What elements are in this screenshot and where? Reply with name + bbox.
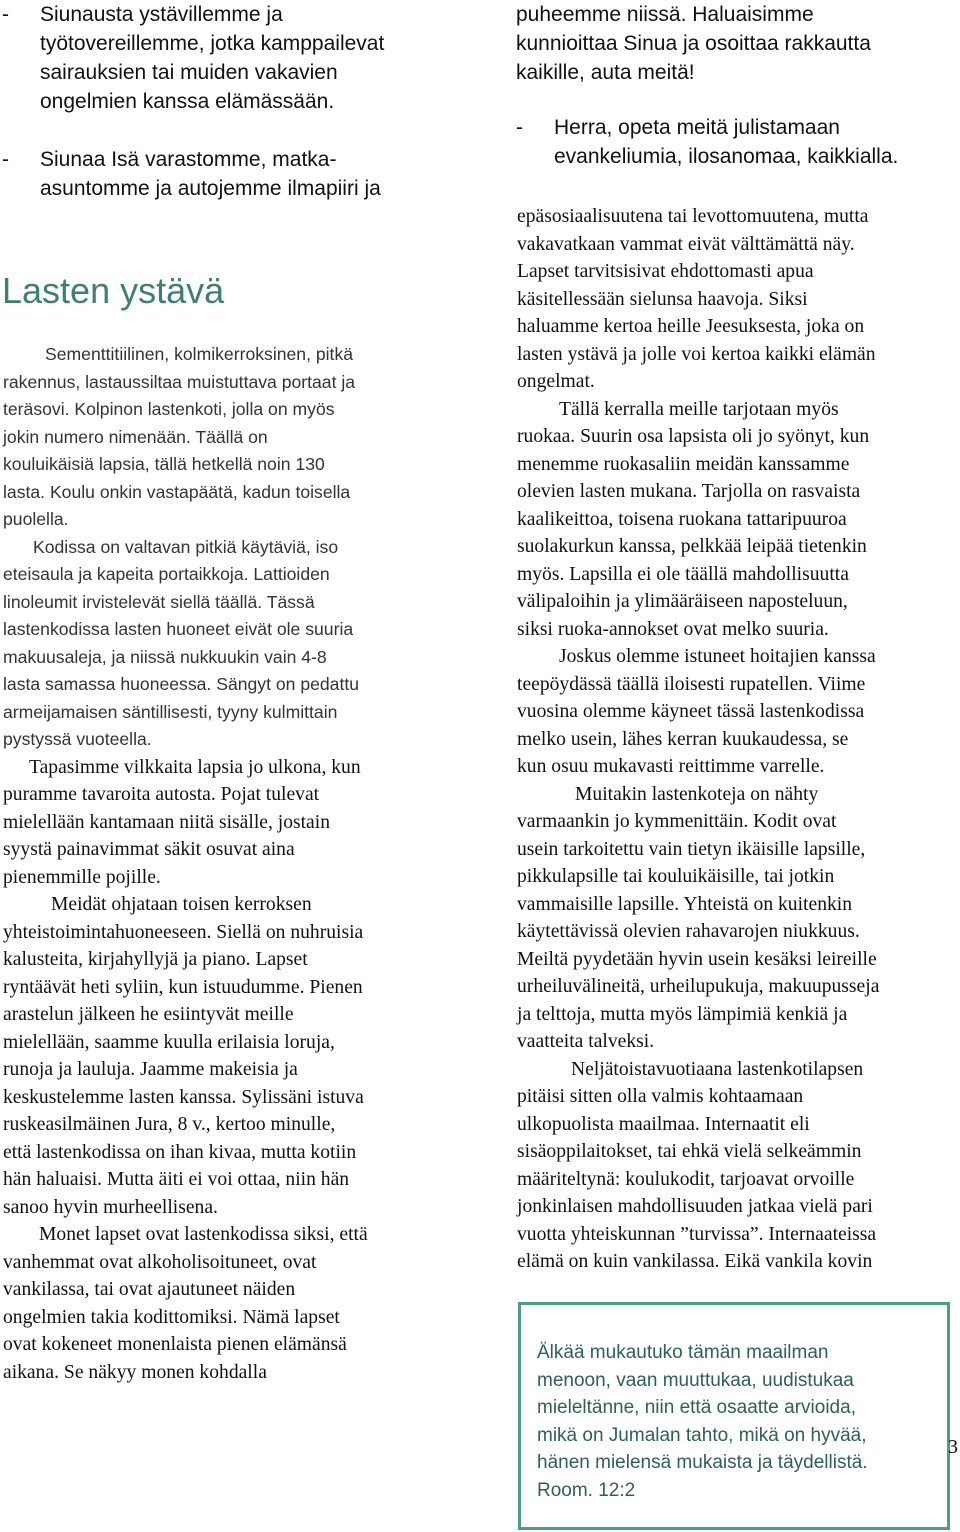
text-line: lasta. Koulu onkin vastapäätä, kadun toisella: [3, 481, 351, 502]
text-line: elämä on kuin vankilassa. Eikä vankila kovin: [517, 1251, 873, 1272]
text-line: Lapset tarvitsisivat ehdottomasti apua: [517, 261, 814, 282]
text-line: sanoo hyvin murheellisena.: [3, 1196, 218, 1218]
text-line: ongelmien kanssa elämässään.: [40, 90, 335, 113]
text-line: armeijamaisen säntillisesti, tyyny kulmittain: [3, 701, 338, 722]
bullet-dash: -: [516, 116, 523, 139]
text-line: suolakurkun kanssa, pelkkää leipää tietenkin: [517, 536, 867, 557]
text-line: olevien lasten mukana. Tarjolla on rasvaista: [517, 481, 861, 502]
paragraph: [517, 1056, 960, 1276]
text-line: käsitellessään sielunsa haavoja. Siksi: [517, 288, 808, 310]
bullet-dash: -: [2, 3, 9, 26]
text-line: mikä on Jumalan tahto, mikä on hyvää,: [537, 1424, 867, 1446]
text-line: myös. Lapsilla ei ole täällä mahdollisuutta: [517, 563, 849, 585]
text-line: ongelmat.: [517, 371, 595, 392]
text-line: urheiluvälineitä, urheilupukuja, makuupusseja: [517, 976, 880, 997]
text-line: pystyssä vuoteella.: [3, 729, 152, 749]
text-line: jonkinlaisen mahdollisuuden jatkaa vielä pari: [517, 1196, 873, 1217]
paragraph: [3, 891, 473, 1221]
prayer-bullet-2: [2, 145, 472, 203]
text-line: evankeliumia, ilosanomaa, kaikkialla.: [554, 145, 899, 168]
text-line: hän haluaisi. Mutta äiti ei voi ottaa, niin hän: [3, 1169, 350, 1190]
text-line: puheemme niissä. Haluaisimme: [516, 3, 814, 26]
text-line: asuntomme ja autojemme ilmapiiri ja: [40, 177, 381, 200]
text-line: ruokaa. Suurin osa lapsista oli jo syönyt, kun: [517, 426, 870, 447]
paragraph: [3, 1221, 473, 1386]
text-line: Herra, opeta meitä julistamaan: [554, 116, 840, 139]
text-line: Monet lapset ovat lastenkodissa siksi, että: [39, 1224, 368, 1245]
page-number: 3: [948, 1436, 958, 1458]
text-line: eteisaula ja kapeita portaikkoja. Lattioiden: [3, 564, 330, 584]
text-line: kalusteita, kirjahyllyjä ja piano. Lapset: [3, 949, 308, 970]
text-line: vankilassa, tai ovat ajautuneet näiden: [3, 1279, 296, 1300]
text-line: varmaankin jo kymmenittäin. Kodit ovat: [517, 811, 837, 832]
text-line: melko usein, lähes kerran kuukaudessa, se: [517, 728, 849, 750]
text-line: siksi ruoka-annokset ovat melko suuria.: [517, 618, 829, 640]
text-line: ovat kokeneet monenlaista pienen elämänsä: [3, 1334, 347, 1355]
article-body-left: [3, 341, 473, 1386]
text-line: sairauksien tai muiden vakavien: [40, 61, 338, 84]
text-line: ongelmien takia kodittomiksi. Nämä lapset: [3, 1306, 340, 1328]
text-line: Kodissa on valtavan pitkiä käytäviä, iso: [33, 536, 339, 557]
text-line: Älkää mukautuko tämän maailman: [537, 1342, 829, 1363]
text-line: mieleltänne, niin että osaatte arvioida,: [537, 1397, 856, 1418]
text-line: vammaisille lapsille. Yhteistä on kuitenkin: [517, 893, 853, 915]
text-line: Tällä kerralla meille tarjotaan myös: [559, 398, 839, 420]
prayer-continuation: [516, 0, 960, 87]
paragraph: [3, 754, 473, 892]
left-column: [2, 0, 472, 203]
text-line: sisäoppilaitokset, tai ehkä vielä selkeämmin: [517, 1141, 862, 1162]
text-line: välipaloihin ja ylimääräiseen naposteluun,: [517, 591, 848, 612]
text-line: puramme tavaroita autosta. Pojat tulevat: [3, 784, 320, 805]
text-line: työtovereillemme, jotka kamppailevat: [40, 32, 385, 55]
text-line: kaalikeittoa, toisena ruokana tattaripuuroa: [517, 508, 847, 530]
text-line: Neljätoistavuotiaana lastenkotilapsen: [571, 1058, 864, 1080]
text-line: lasten ystävä ja jolle voi kertoa kaikki elämän: [517, 343, 876, 365]
text-line: Meiltä pyydetään hyvin usein kesäksi leireille: [517, 948, 877, 970]
text-line: Siunausta ystävillemme ja: [40, 3, 283, 26]
text-line: arastelun jälkeen he esiintyvät meille: [3, 1004, 294, 1025]
text-line: vuosina olemme käyneet tässä lastenkodissa: [517, 701, 865, 722]
text-line: Tapasimme vilkkaita lapsia jo ulkona, kun: [29, 756, 361, 778]
paragraph: [3, 534, 473, 754]
text-line: Sementtitiilinen, kolmikerroksinen, pitkä: [45, 344, 354, 364]
text-line: aikana. Se näkyy monen kohdalla: [3, 1361, 267, 1383]
text-line: hänen mielensä mukaista ja täydellistä.: [537, 1452, 868, 1473]
text-line: Muitakin lastenkoteja on nähty: [575, 783, 819, 805]
text-line: teräsovi. Kolpinon lastenkoti, jolla on myös: [3, 399, 335, 419]
text-line: mielellään, saamme kuulla erilaisia loruja,: [3, 1031, 335, 1053]
quote-reference: Room. 12:2: [537, 1479, 636, 1501]
text-line: pikkulapsille tai kouluikäisille, tai jotkin: [517, 866, 835, 887]
text-line: ulkopuolista maailmaa. Internaatit eli: [517, 1113, 810, 1135]
text-line: kaikille, auta meitä!: [516, 61, 695, 84]
text-line: pitäisi sitten olla valmis kohtaamaan: [517, 1086, 804, 1107]
text-line: puolella.: [3, 509, 69, 529]
text-line: käytettävissä olevien rahavarojen niukkuus.: [517, 921, 860, 942]
text-line: menoon, vaan muuttukaa, uudistukaa: [537, 1369, 854, 1391]
text-line: ryntäävät heti syliin, kun istuudumme. Pienen: [3, 976, 363, 998]
text-line: ruskeasilmäinen Jura, 8 v., kertoo minulle,: [3, 1114, 336, 1135]
text-line: vuotta yhteiskunnan ”turvissa”. Internaateissa: [517, 1223, 877, 1245]
text-line: kun osuu mukavasti reittimme varrelle.: [517, 756, 825, 777]
paragraph: [517, 781, 960, 1056]
article-body-right: [517, 203, 960, 1276]
text-line: vakavatkaan vammat eivät välttämättä näy.: [517, 233, 855, 255]
text-line: linoleumit irvistelevät siellä täällä. Tässä: [3, 591, 315, 612]
text-line: haluamme kertoa heille Jeesuksesta, joka on: [517, 316, 865, 337]
text-line: syystä painavimmat säkit osuvat aina: [3, 839, 295, 860]
text-line: yhteistoimintahuoneeseen. Siellä on nuhruisia: [3, 921, 364, 943]
article-heading: Lasten ystävä: [2, 270, 225, 311]
text-line: runoja ja lauluja. Jaamme makeisia ja: [3, 1059, 298, 1080]
text-line: lastenkodissa lasten huoneet eivät ole suuria: [3, 619, 354, 639]
text-line: epäsosiaalisuutena tai levottomuutena, mutta: [517, 206, 869, 227]
text-line: mielellään kantamaan niitä sisälle, jostain: [3, 811, 330, 833]
text-line: määriteltynä: koulukodit, tarjoavat orvoille: [517, 1168, 855, 1190]
right-column-top: [516, 0, 960, 171]
prayer-bullet-1: [2, 0, 472, 116]
bible-quote-text: [537, 1339, 937, 1504]
text-line: kunnioittaa Sinua ja osoittaa rakkautta: [516, 32, 871, 55]
text-line: vaatteita talveksi.: [517, 1031, 655, 1052]
text-line: kouluikäisiä lapsia, tällä hetkellä noin 130: [3, 454, 325, 474]
text-line: että lastenkodissa on ihan kivaa, mutta kotiin: [3, 1141, 357, 1163]
prayer-bullet-3: [516, 113, 960, 171]
text-line: makuusaleja, ja niissä nukkuukin vain 4-8: [3, 646, 327, 667]
text-line: rakennus, lastaussiltaa muistuttava portaat ja: [3, 371, 356, 392]
text-line: lasta samassa huoneessa. Sängyt on pedattu: [3, 674, 360, 694]
text-line: menemme ruokasaliin meidän kanssamme: [517, 453, 850, 475]
text-line: Siunaa Isä varastomme, matka-: [40, 148, 337, 171]
bible-quote-box: [518, 1302, 950, 1530]
text-line: vanhemmat ovat alkoholisoituneet, ovat: [3, 1251, 317, 1273]
paragraph: [517, 643, 960, 781]
text-line: teepöydässä täällä iloisesti rupatellen. Viime: [517, 673, 866, 695]
text-line: Meidät ohjataan toisen kerroksen: [51, 894, 312, 915]
text-line: jokin numero nimenään. Täällä on: [3, 426, 268, 447]
paragraph: [517, 396, 960, 644]
text-line: pienemmille pojille.: [3, 866, 161, 888]
paragraph: [3, 341, 473, 534]
paragraph: [517, 203, 960, 396]
text-line: Joskus olemme istuneet hoitajien kanssa: [559, 646, 876, 667]
text-line: ja telttoja, mutta myös lämpimiä kenkiä ja: [517, 1003, 848, 1025]
text-line: keskustelemme lasten kanssa. Sylissäni istuva: [3, 1086, 364, 1108]
text-line: usein tarkoitettu vain tietyn ikäisille lapsille,: [517, 838, 866, 860]
bullet-dash: -: [2, 148, 9, 171]
